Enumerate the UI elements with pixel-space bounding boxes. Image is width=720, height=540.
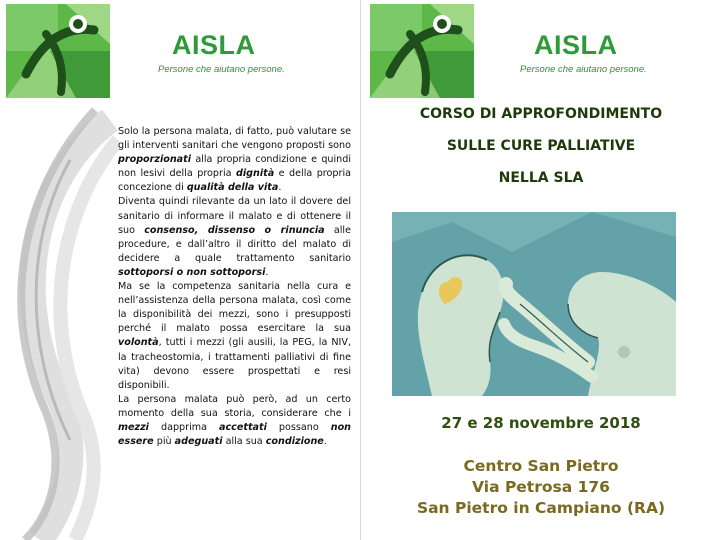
emphasis-text: non essere (118, 421, 351, 448)
right-panel (362, 0, 720, 540)
paragraph-text: più (153, 436, 175, 448)
decorative-swoosh-icon (0, 100, 120, 540)
emphasis-text: adeguati (174, 436, 223, 448)
venue-city: San Pietro in Campiano (RA) (416, 499, 666, 517)
body-paragraph (118, 195, 351, 280)
venue-name: Centro San Pietro (463, 457, 619, 475)
course-title-line-1: CORSO DI APPROFONDIMENTO (419, 106, 663, 122)
aisla-logo-icon (370, 4, 474, 98)
fold-divider (360, 0, 361, 540)
logo-tagline: Persone che aiutano persone. (158, 64, 285, 75)
body-paragraph (118, 125, 351, 195)
body-paragraph (118, 280, 351, 393)
paragraph-text: alla propria condizione e quindi non lesivi della propria (118, 154, 351, 180)
caregiver-illustration-icon (392, 212, 676, 396)
paragraph-text: . (265, 266, 269, 278)
course-title-line-2: SULLE CURE PALLIATIVE (446, 138, 636, 154)
emphasis-text: volontà (118, 337, 159, 349)
emphasis-text: accettati (219, 421, 267, 433)
paragraph-text: Diventa quindi rilevante da un lato il dovere del sanitario di informare il malato e di ottenere il suo (118, 196, 351, 236)
paragraph-text: alle procedure, e dall’altro il diritto del malato di decidere a quale trattamento sanitario (118, 224, 351, 264)
paragraph-text: . (323, 436, 327, 448)
paragraph-text: Ma se la competenza sanitaria nella cura e nell’assistenza della persona malata, così come la disponibilità dei mezzi, sono i presupposti perché il malato possa esercitare la sua (118, 281, 351, 335)
paragraph-text: . (278, 182, 282, 194)
emphasis-text: proporzionati (118, 154, 192, 166)
body-paragraph (118, 393, 351, 449)
emphasis-text: qualità della vita (186, 182, 279, 194)
paragraph-text: possano (266, 421, 331, 433)
emphasis-text: consenso, dissenso o rinuncia (144, 224, 325, 236)
paragraph-text: dapprima (148, 421, 219, 433)
event-date: 27 e 28 novembre 2018 (441, 414, 641, 432)
course-title-line-3: NELLA SLA (498, 170, 584, 186)
paragraph-text: e della propria concezione di (118, 168, 351, 194)
logo-tagline: Persone che aiutano persone. (520, 64, 647, 75)
aisla-logo-icon (6, 4, 110, 98)
emphasis-text: dignità (235, 168, 275, 180)
paragraph-text: Solo la persona malata, di fatto, può valutare se gli interventi sanitari che vengono proposti sono (118, 126, 351, 152)
venue-street: Via Petrosa 176 (472, 478, 610, 496)
emphasis-text: sottoporsi o non sottoporsi (118, 266, 266, 278)
logo-name: AISLA (534, 30, 618, 60)
body-text (118, 125, 351, 449)
paragraph-text: , tutti i mezzi (gli ausili, la PEG, la NIV, la tracheostomia, i trattamenti palliativi di fine vita) devono essere prospettati e resi disponibili. (118, 337, 351, 391)
emphasis-text: condizione (265, 436, 324, 448)
paragraph-text: alla sua (222, 436, 266, 448)
logo-name: AISLA (172, 30, 256, 60)
paragraph-text: La persona malata può però, ad un certo momento della sua storia, considerare che i (118, 393, 351, 419)
emphasis-text: mezzi (118, 421, 149, 433)
